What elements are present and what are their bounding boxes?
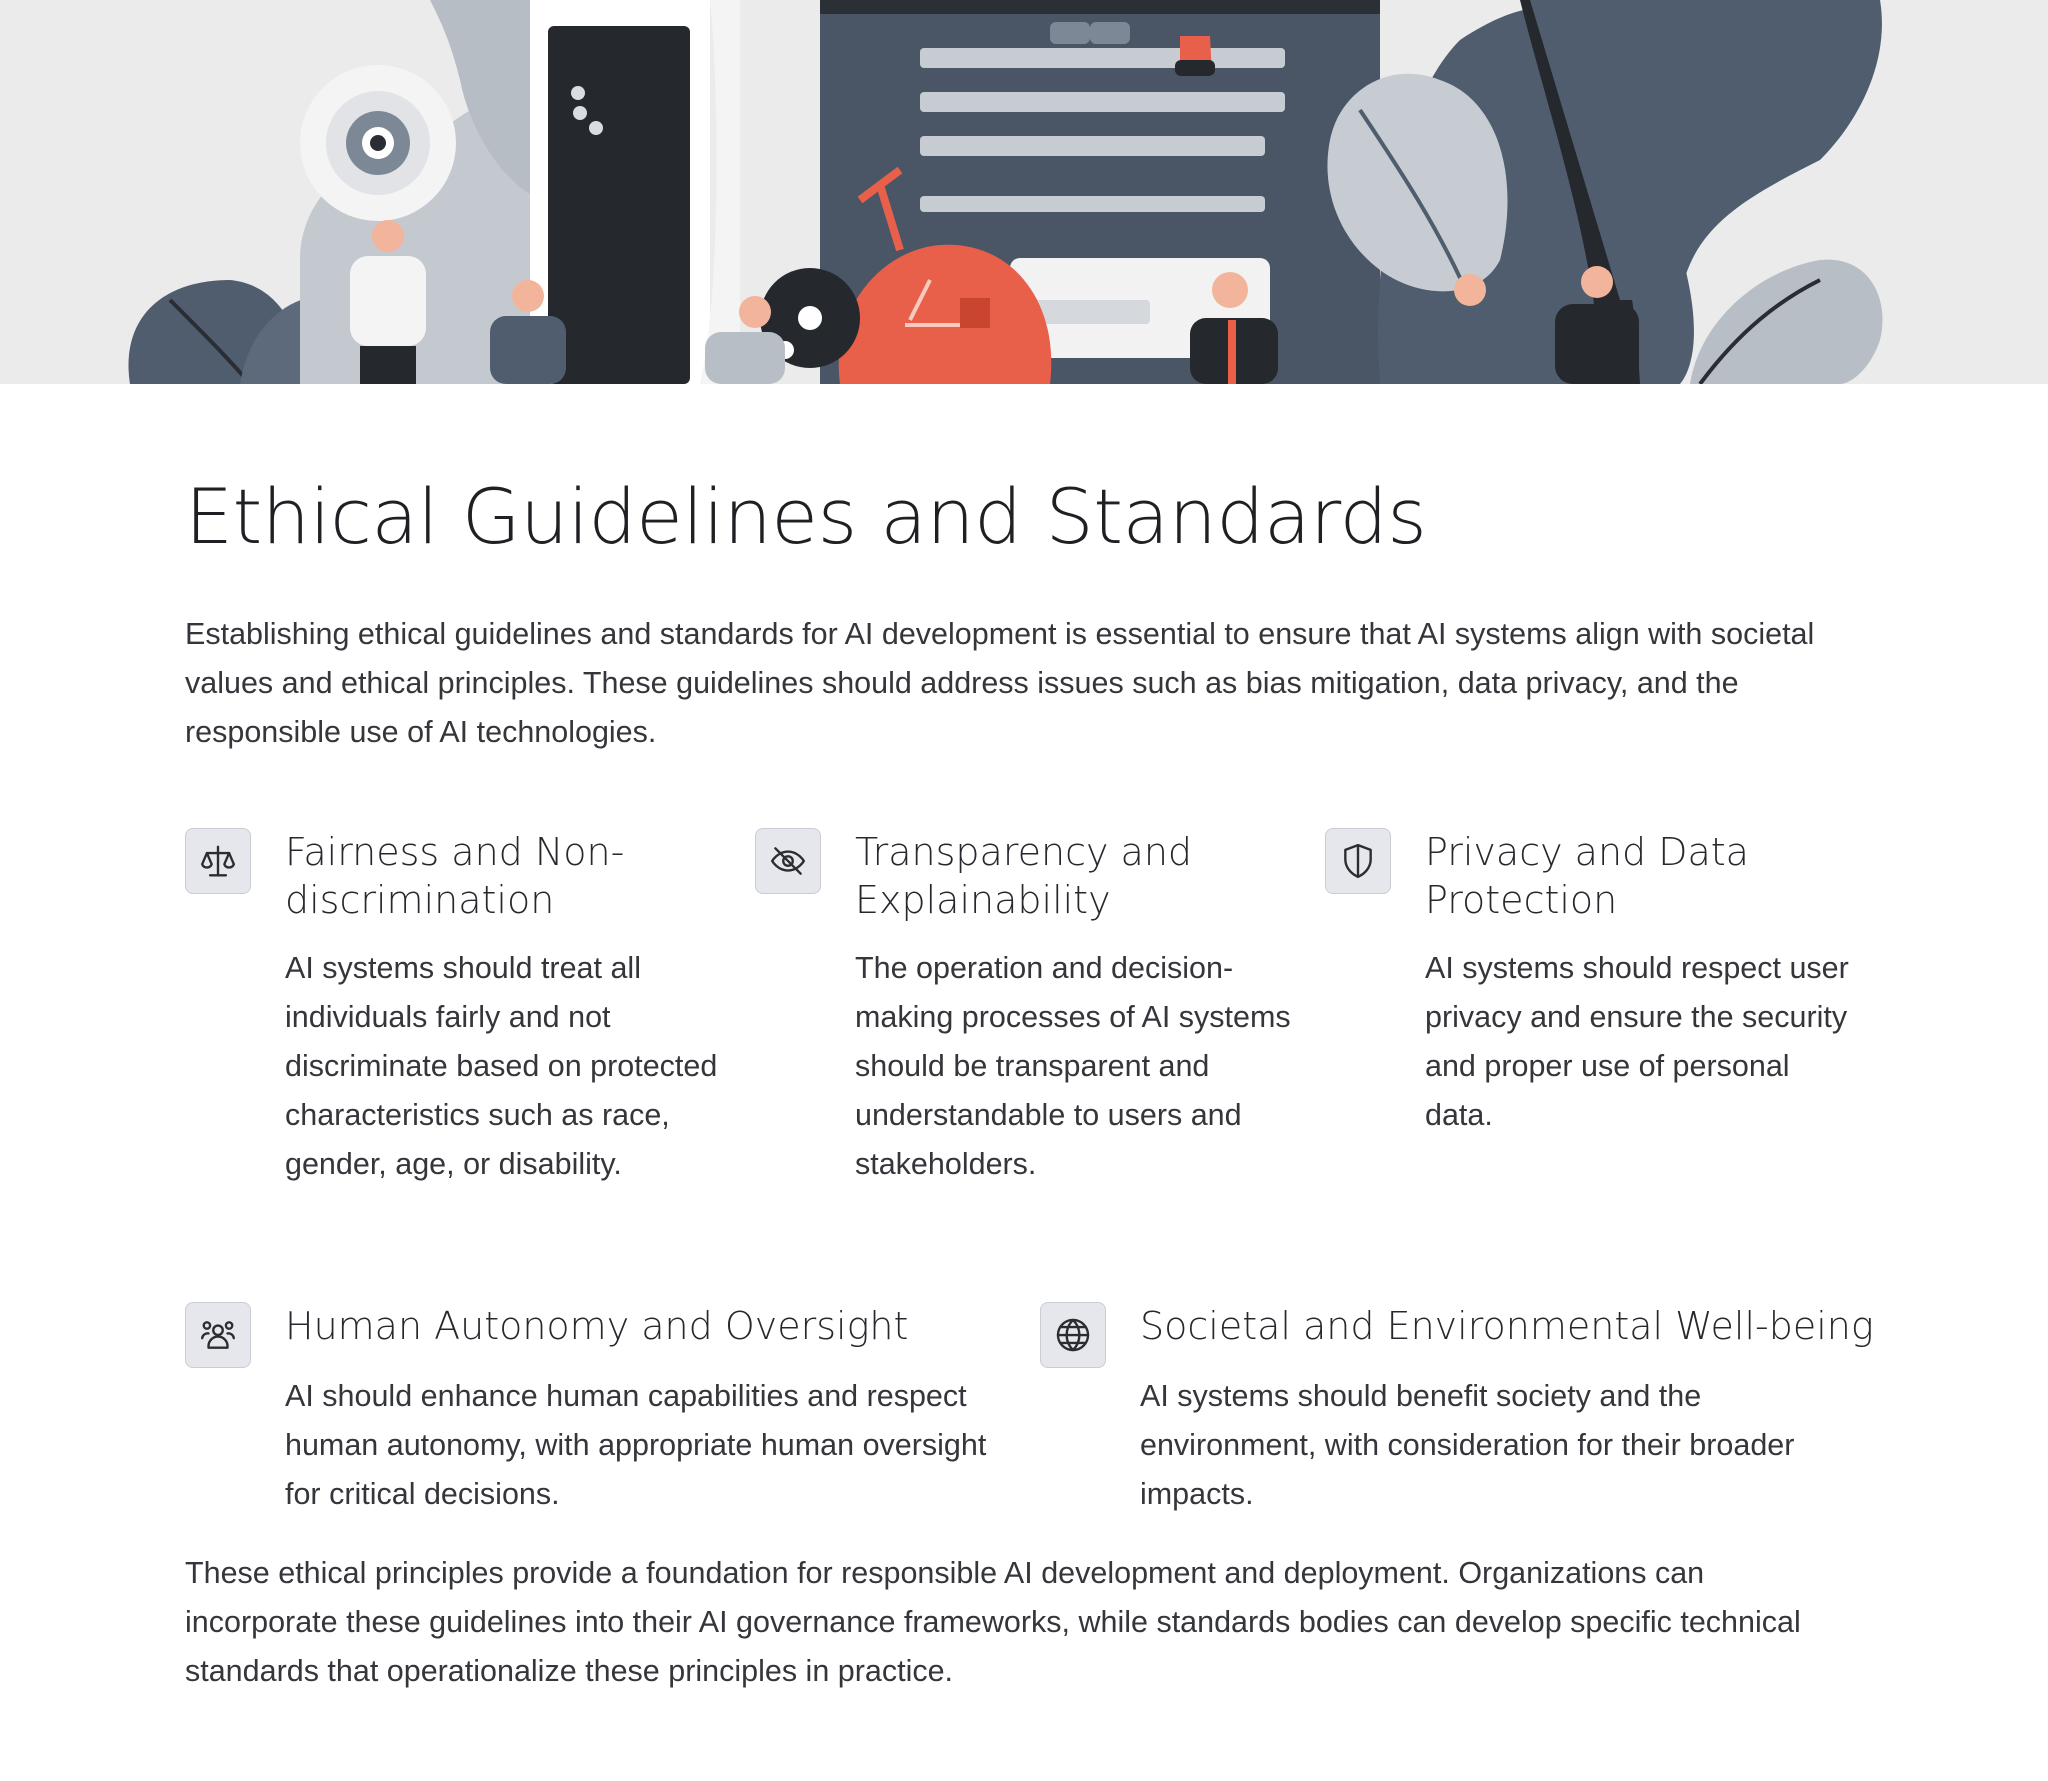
intro-paragraph: Establishing ethical guidelines and standards for AI development is essential to ensure that AI systems align with societal values and ethical principles. These guidelines should address issues such as bias mitigation, data privacy, and the responsible use of AI technologies. (185, 617, 1815, 749)
hero-illustration (0, 0, 2048, 384)
globe-icon (1040, 1302, 1106, 1368)
principle-text: AI systems should treat all individuals fairly and not discriminate based on protected characteristics such as race, gender, age, or disability. (285, 951, 718, 1181)
page-title: Ethical Guidelines and Standards (185, 472, 1427, 561)
eye-off-icon (755, 828, 821, 894)
closing-paragraph: These ethical principles provide a foundation for responsible AI development and deployment. Organizations can incorporate these guidelines into their AI governance frameworks, while standards bodies can develop specific technical standards that operationalize these principles in practice. (185, 1556, 1801, 1688)
users-icon (185, 1302, 251, 1368)
principle-title: Transparency and Explainability (855, 830, 1193, 922)
principle-title: Human Autonomy and Oversight (285, 1304, 909, 1348)
shield-icon (1325, 828, 1391, 894)
principle-title: Societal and Environmental Well-being (1140, 1304, 1874, 1348)
principle-text: AI systems should benefit society and the environment, with consideration for their broader impacts. (1140, 1379, 1795, 1511)
principle-text: AI systems should respect user privacy and ensure the security and proper use of personal data. (1425, 951, 1849, 1132)
principle-title: Fairness and Non-discrimination (285, 830, 625, 922)
principle-text: The operation and decision-making processes of AI systems should be transparent and understandable to users and stakeholders. (855, 951, 1291, 1181)
scale-icon (185, 828, 251, 894)
principle-text: AI should enhance human capabilities and respect human autonomy, with appropriate human oversight for critical decisions. (285, 1379, 987, 1511)
principle-title: Privacy and Data Protection (1425, 830, 1749, 922)
